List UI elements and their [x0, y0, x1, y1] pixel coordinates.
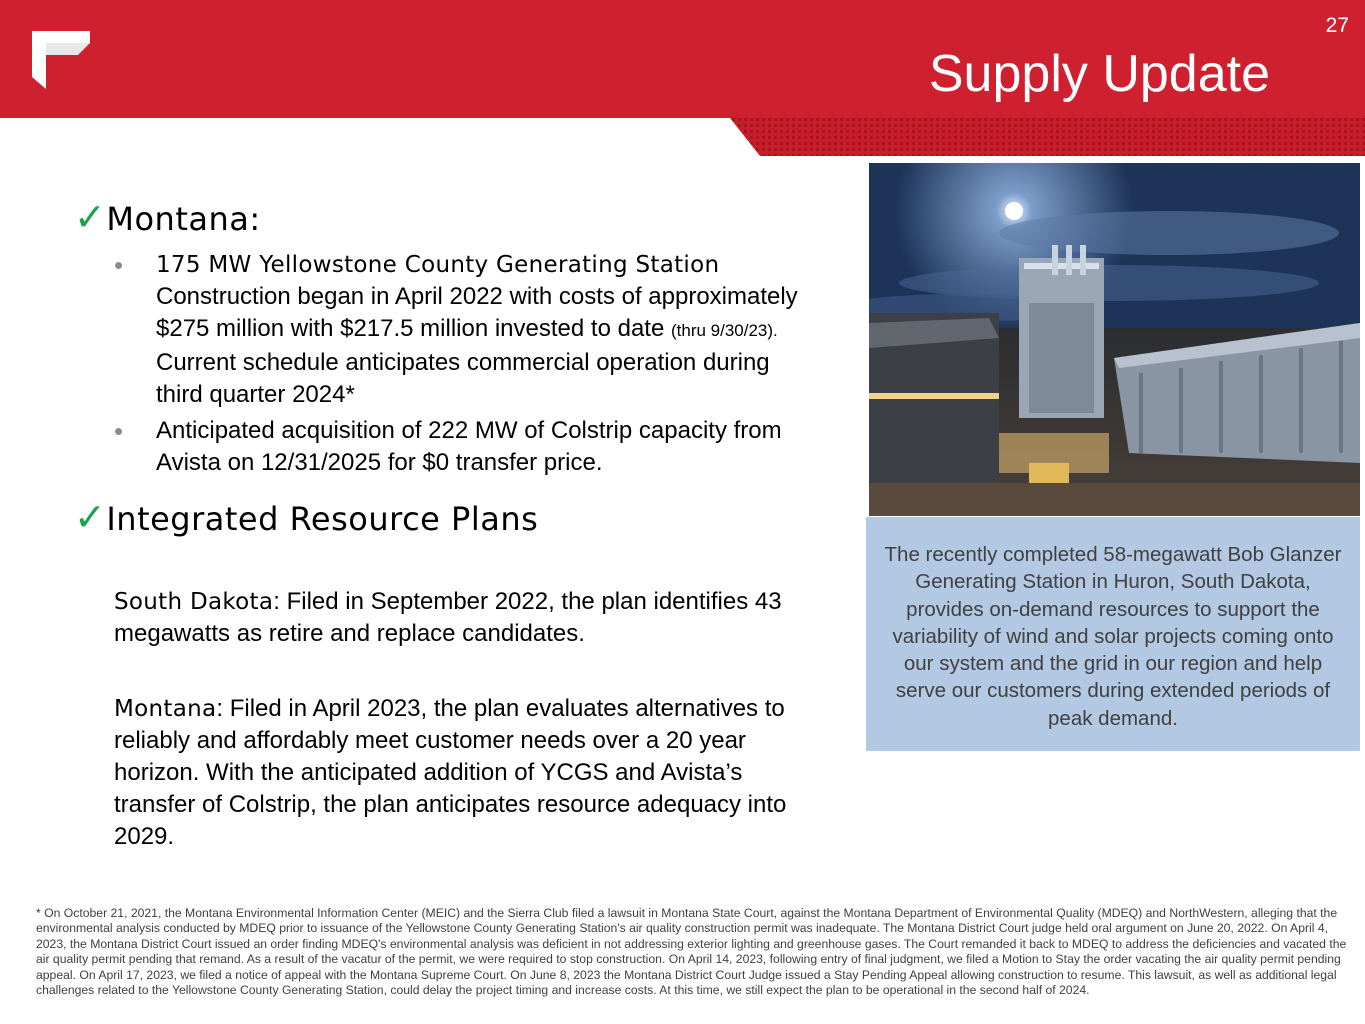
irp-state-label: South Dakota	[114, 589, 274, 615]
bullet-icon: •	[114, 416, 124, 446]
slide-title: Supply Update	[928, 45, 1270, 103]
generating-station-photo	[869, 163, 1360, 516]
photo-caption-box	[866, 517, 1360, 751]
photo-caption: The recently completed 58-megawatt Bob Glanzer Generating Station in Huron, South Dakota, provides on-demand resources to support the variability of wind and solar projects coming onto our system and the grid in our region and help serve our customers during extended periods of peak demand.	[884, 543, 1342, 730]
slide-number: 27	[1325, 14, 1349, 37]
irp-state-text: : Filed in September 2022, the plan identifies 43 megawatts as retire and replace candidates.	[114, 588, 782, 647]
checkmark-icon: ✓	[74, 195, 107, 239]
list-item	[112, 415, 812, 479]
header-texture-band	[0, 118, 1365, 156]
irp-state-label: Montana	[114, 696, 217, 722]
list-item	[112, 249, 812, 411]
checkmark-icon: ✓	[74, 495, 107, 539]
irp-montana-paragraph	[114, 693, 814, 853]
header-bar	[0, 0, 1365, 118]
bullet-text: Construction began in April 2022 with costs of approximately $275 million with $217.5 million invested to date	[156, 283, 798, 342]
bullet-icon: •	[114, 250, 124, 280]
company-logo-icon	[32, 31, 90, 89]
montana-bullet-list	[112, 249, 812, 483]
section-heading-montana: ✓Montana:	[74, 195, 261, 239]
bullet-text-continued: Current schedule anticipates commercial operation during third quarter 2024*	[156, 349, 770, 408]
section-heading-irp: ✓Integrated Resource Plans	[74, 495, 539, 539]
bullet-date-note: (thru 9/30/23).	[670, 321, 778, 340]
bullet-lead: 175 MW Yellowstone County Generating Station	[156, 252, 720, 278]
bullet-text: Anticipated acquisition of 222 MW of Colstrip capacity from Avista on 12/31/2025 for $0 transfer price.	[156, 417, 782, 476]
irp-south-dakota-paragraph	[114, 586, 814, 650]
footnote: * On October 21, 2021, the Montana Environmental Information Center (MEIC) and the Sierra Club filed a lawsuit in Montana State Court, against the Montana Department of Environmental Quality (MDEQ) and NorthWestern, alleging that the environmental analysis conducted by MDEQ prior to issuance of the Yellowstone County Generating Station's air quality construction permit was inadequate. The Montana District Court judge held oral argument on June 20, 2022. On April 4, 2023, the Montana District Court issued an order finding MDEQ's environmental analysis was deficient in not addressing exterior lighting and greenhouse gases. The Court remanded it back to MDEQ to address the deficiencies and vacated the air quality permit pending that remand. As a result of the vacatur of the permit, we were required to stop construction. On April 14, 2023, following entry of final judgment, we filed a Motion to Stay the order vacating the air quality permit pending appeal. On April 17, 2023, we filed a notice of appeal with the Montana Supreme Court. On June 8, 2023 the Montana District Court Judge issued a Stay Pending Appeal allowing construction to resume. This lawsuit, as well as additional legal challenges related to the Yellowstone County Generating Station, could delay the project timing and increase costs. At this time, we still expect the plan to be operational in the second half of 2024.	[36, 906, 1347, 998]
irp-state-text: : Filed in April 2023, the plan evaluates alternatives to reliably and affordably meet customer needs over a 20 year horizon. With the anticipated addition of YCGS and Avista’s transfer of Colstrip, the plan anticipates resource adequacy into 2029.	[114, 695, 787, 850]
